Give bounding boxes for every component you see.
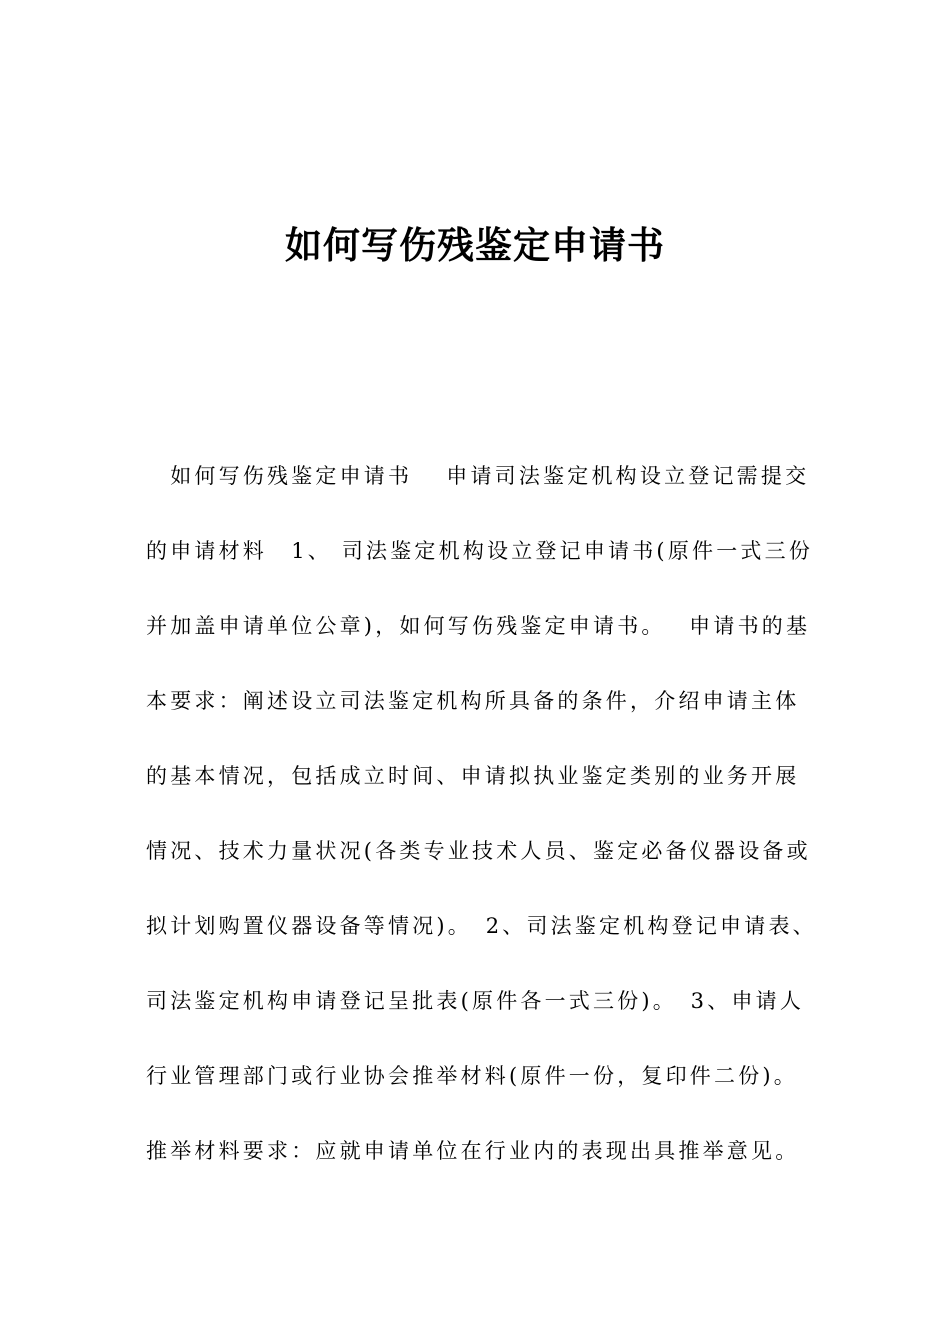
body-line-6: 情况、技术力量状况(各类专业技术人员、鉴定必备仪器设备或 <box>146 839 811 863</box>
body-line-8: 司法鉴定机构申请登记呈批表(原件各一式三份)。 3、申请人 <box>146 989 805 1013</box>
body-line-2: 的申请材料 1、 司法鉴定机构设立登记申请书(原件一式三份 <box>146 539 814 563</box>
body-line-4: 本要求：阐述设立司法鉴定机构所具备的条件，介绍申请主体 <box>146 689 800 713</box>
body-line-3: 并加盖申请单位公章)，如何写伤残鉴定申请书。 申请书的基 <box>146 614 811 638</box>
body-line-7: 拟计划购置仪器设备等情况)。 2、司法鉴定机构登记申请表、 <box>146 914 817 938</box>
document-title: 如何写伤残鉴定申请书 <box>285 224 665 267</box>
body-line-5: 的基本情况，包括成立时间、申请拟执业鉴定类别的业务开展 <box>146 764 800 788</box>
body-line-1: 如何写伤残鉴定申请书 申请司法鉴定机构设立登记需提交 <box>146 464 810 488</box>
body-line-9: 行业管理部门或行业协会推举材料(原件一份，复印件二份)。 <box>146 1064 798 1088</box>
body-line-10: 推举材料要求：应就申请单位在行业内的表现出具推举意见。 <box>146 1139 800 1163</box>
